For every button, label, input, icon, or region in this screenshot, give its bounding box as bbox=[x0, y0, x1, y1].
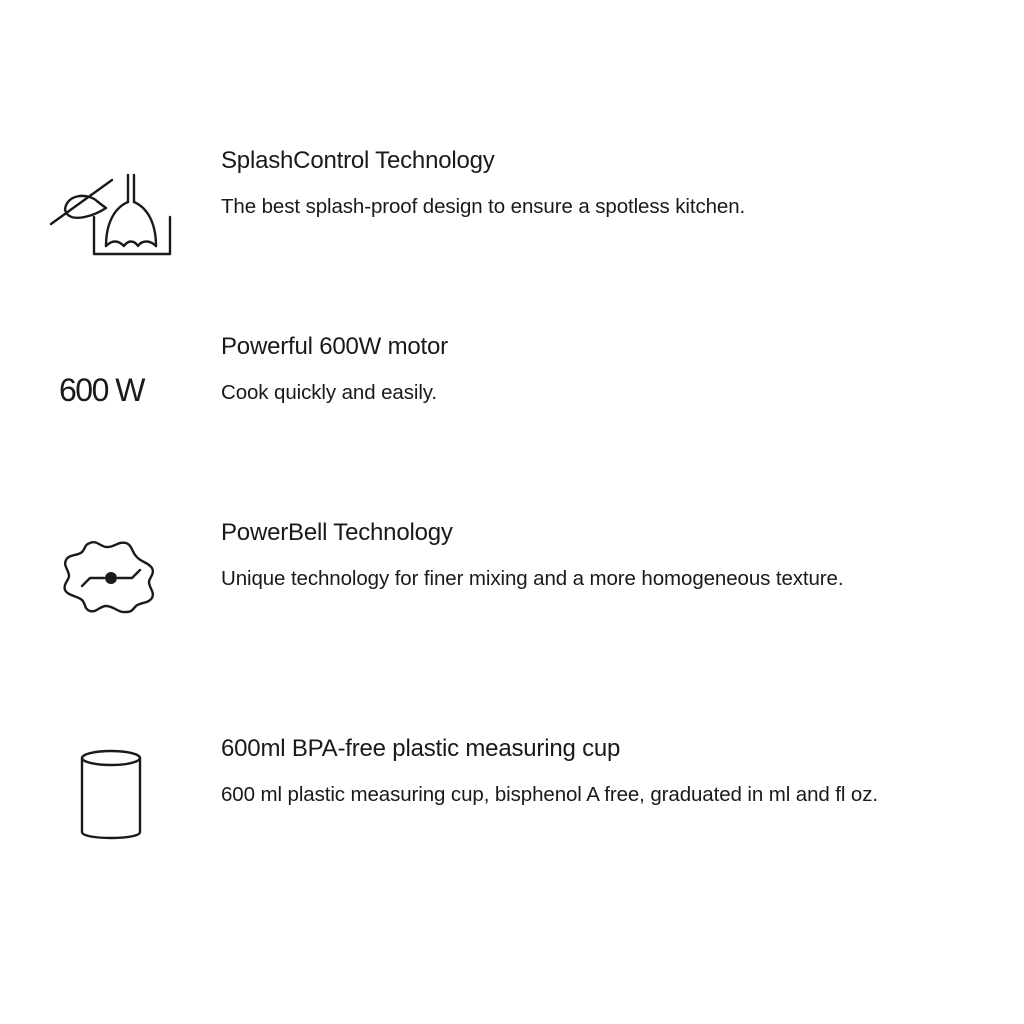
feature-title: SplashControl Technology bbox=[221, 147, 495, 174]
splash-guard-icon bbox=[46, 162, 176, 272]
feature-description: 600 ml plastic measuring cup, bisphenol A free, graduated in ml and fl oz. bbox=[221, 783, 878, 806]
feature-text bbox=[221, 518, 921, 596]
power-600w-icon: 600 W bbox=[59, 372, 144, 408]
feature-text bbox=[221, 332, 921, 410]
powerbell-blade-icon bbox=[60, 538, 162, 614]
feature-description: Unique technology for finer mixing and a more homogeneous texture. bbox=[221, 567, 844, 590]
measuring-cup-icon bbox=[78, 748, 144, 842]
feature-title: 600ml BPA-free plastic measuring cup bbox=[221, 735, 621, 762]
feature-description: The best splash-proof design to ensure a spotless kitchen. bbox=[221, 195, 746, 218]
feature-title: Powerful 600W motor bbox=[221, 333, 448, 360]
feature-title: PowerBell Technology bbox=[221, 519, 453, 546]
feature-description: Cook quickly and easily. bbox=[221, 381, 437, 404]
feature-text bbox=[221, 146, 921, 224]
feature-text bbox=[221, 734, 921, 812]
